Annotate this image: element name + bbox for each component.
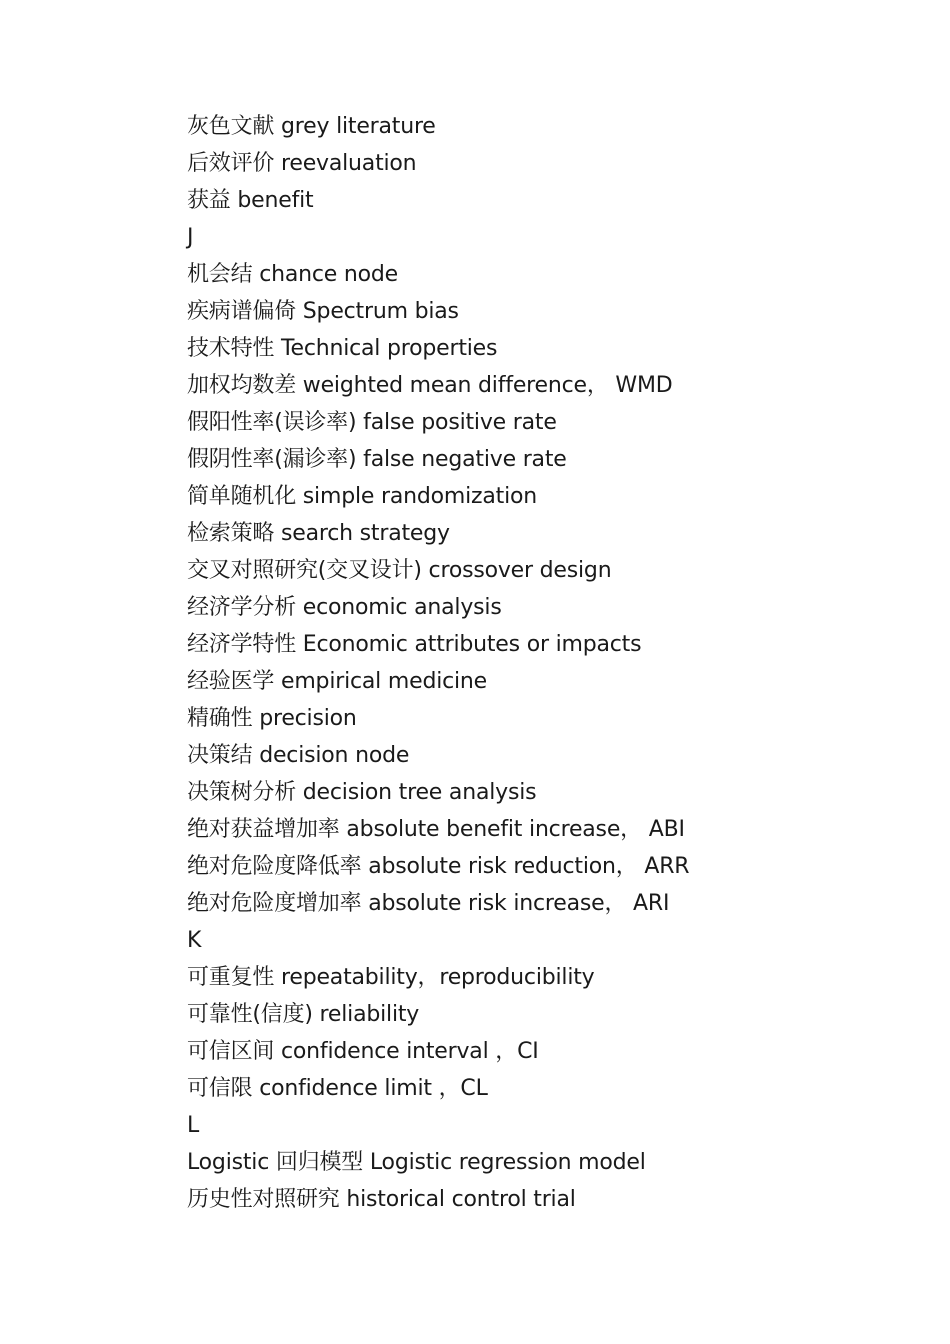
section-letter: J	[187, 225, 194, 250]
glossary-entry: 经济学分析 economic analysis	[187, 595, 502, 620]
glossary-entry: 可信区间 confidence interval ，CI	[187, 1039, 539, 1064]
glossary-entry: 可重复性 repeatability，reproducibility	[187, 965, 595, 990]
glossary-entry: 灰色文献 grey literature	[187, 114, 436, 139]
glossary-entry: 假阴性率(漏诊率) false negative rate	[187, 447, 567, 472]
glossary-entry: 后效评价 reevaluation	[187, 151, 417, 176]
glossary-entry: 机会结 chance node	[187, 262, 398, 287]
glossary-entry: 交叉对照研究(交叉设计) crossover design	[187, 558, 612, 583]
glossary-entry: 绝对获益增加率 absolute benefit increase， ABI	[187, 817, 685, 842]
glossary-list	[187, 108, 887, 1218]
glossary-entry: 检索策略 search strategy	[187, 521, 450, 546]
section-letter: L	[187, 1113, 200, 1138]
glossary-entry: 决策树分析 decision tree analysis	[187, 780, 537, 805]
glossary-entry: 技术特性 Technical properties	[187, 336, 498, 361]
glossary-entry: Logistic 回归模型 Logistic regression model	[187, 1150, 646, 1175]
glossary-entry: 可信限 confidence limit ，CL	[187, 1076, 488, 1101]
glossary-entry: 经验医学 empirical medicine	[187, 669, 488, 694]
glossary-entry: 获益 benefit	[187, 188, 314, 213]
glossary-entry: 疾病谱偏倚 Spectrum bias	[187, 299, 459, 324]
glossary-entry: 加权均数差 weighted mean difference， WMD	[187, 373, 673, 398]
glossary-entry: 经济学特性 Economic attributes or impacts	[187, 632, 642, 657]
glossary-entry: 绝对危险度降低率 absolute risk reduction， ARR	[187, 854, 690, 879]
glossary-entry: 绝对危险度增加率 absolute risk increase， ARI	[187, 891, 670, 916]
glossary-entry: 精确性 precision	[187, 706, 357, 731]
glossary-entry: 决策结 decision node	[187, 743, 410, 768]
section-letter: K	[187, 928, 202, 953]
glossary-entry: 可靠性(信度) reliability	[187, 1002, 420, 1027]
glossary-entry: 假阳性率(误诊率) false positive rate	[187, 410, 557, 435]
glossary-entry: 历史性对照研究 historical control trial	[187, 1187, 576, 1212]
glossary-entry: 简单随机化 simple randomization	[187, 484, 538, 509]
